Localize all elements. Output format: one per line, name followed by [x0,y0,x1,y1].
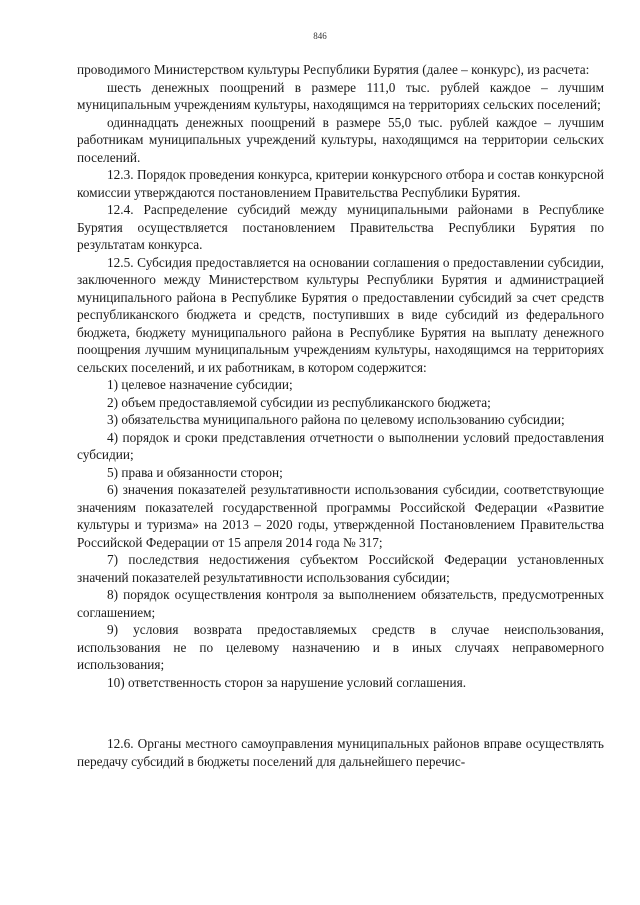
paragraph: одиннадцать денежных поощрений в размере 55,0 тыс. рублей каждое – лучшим работникам муниципальных учреждений культуры, находящимся на территории сельских поселений. [77,114,604,165]
paragraph: 12.5. Субсидия предоставляется на основании соглашения о предоставлении субсидии, заключенного между Министерством культуры Республики Бурятия и администрацией муниципального района в Республике Бурятия о предоставлении субсидий за счет средств республиканского бюджета и средств, поступивших в виде субсидий из федерального бюджета, бюджету муниципального района в Республике Бурятия на выплату денежного поощрения лучшим муниципальным учреждениям культуры, находящимся на территориях сельских поселений, и их работникам, в котором содержится: [77,254,604,375]
paragraph: проводимого Министерством культуры Республики Бурятия (далее – конкурс), из расчета: [77,62,590,77]
page-number: 846 [313,31,327,41]
list-item: 9) условия возврата предоставляемых средств в случае неиспользования, использования не по целевому назначению и в иных случаях неправомерного использования; [77,622,604,672]
list-item: 7) последствия недостижения субъектом Российской Федерации установленных значений показателей результативности использования субсидии; [77,552,604,585]
list-item: 5) права и обязанности сторон; [107,464,283,480]
paragraph: 12.3. Порядок проведения конкурса, критерии конкурсного отбора и состав конкурсной комиссии утверждаются постановлением Правительства Республики Бурятия. [77,167,604,200]
paragraph: шесть денежных поощрений в размере 111,0 тыс. рублей каждое – лучшим муниципальным учреждениям культуры, находящимся на территориях сельских поселений; [77,79,604,112]
section-gap [77,691,604,735]
list-item: 8) порядок осуществления контроля за выполнением обязательств, предусмотренных соглашением; [77,587,604,620]
document-body [77,61,604,770]
list-item: 1) целевое назначение субсидии; [107,377,293,392]
paragraph: 12.6. Органы местного самоуправления муниципальных районов вправе осуществлять передачу субсидий в бюджеты поселений для дальнейшего перечис- [77,736,604,769]
list-item: 2) объем предоставляемой субсидии из республиканского бюджета; [107,394,491,410]
paragraph: 12.4. Распределение субсидий между муниципальными районами в Республике Бурятия осуществляется постановлением Правительства Республики Бурятия по результатам конкурса. [77,202,604,252]
list-item: 3) обязательства муниципального района по целевому использованию субсидии; [107,412,565,427]
list-item: 6) значения показателей результативности использования субсидии, соответствующие значениям показателей государственной программы Российской Федерации «Развитие культуры и туризма» на 2013 – 2020 годы, утвержденной Постановлением Правительства Российской Федерации от 15 апреля 2014 года № 317; [77,482,604,550]
list-item: 10) ответственность сторон за нарушение условий соглашения. [107,674,467,690]
list-item: 4) порядок и сроки представления отчетности о выполнении условий предоставления субсидии; [77,429,604,462]
